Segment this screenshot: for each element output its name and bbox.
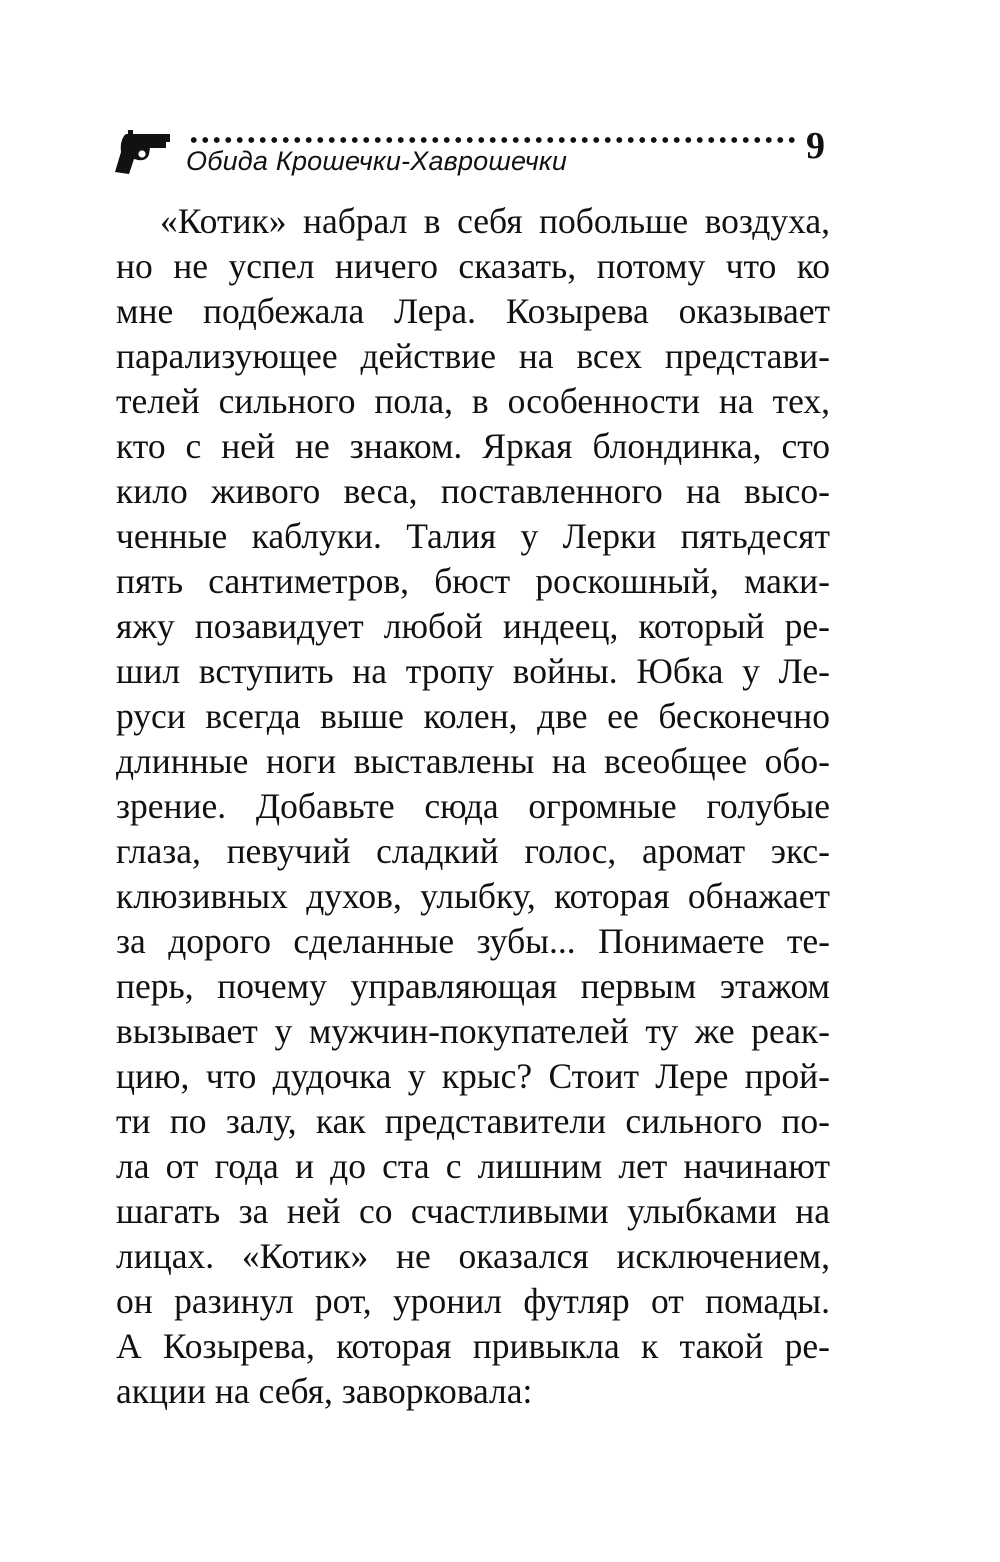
revolver-icon xyxy=(112,128,174,178)
text-line: перь, почему управляющая первым этажом xyxy=(116,966,830,1006)
text-line: цию, что дудочка у крыс? Стоит Лере прой- xyxy=(116,1056,830,1096)
running-header xyxy=(112,120,832,190)
text-line: ти по залу, как представители сильного по- xyxy=(116,1101,830,1141)
running-title: Обида Крошечки-Хаврошечки xyxy=(186,146,568,176)
text-line: клюзивных духов, улыбку, которая обнажает xyxy=(116,876,830,916)
text-line: ла от года и до ста с лишним лет начинают xyxy=(116,1146,830,1186)
text-line: телей сильного пола, в особенности на тех, xyxy=(116,381,830,421)
page-number: 9 xyxy=(806,125,825,167)
text-line: зрение. Добавьте сюда огромные голубые xyxy=(116,786,830,826)
text-line: пять сантиметров, бюст роскошный, маки- xyxy=(116,561,830,601)
text-line: шагать за ней со счастливыми улыбками на xyxy=(116,1191,830,1231)
text-line: парализующее действие на всех представи- xyxy=(116,336,830,376)
text-line: мне подбежала Лера. Козырева оказывает xyxy=(116,291,830,331)
text-line: руси всегда выше колен, две ее бесконечно xyxy=(116,696,830,736)
text-line: он разинул рот, уронил футляр от помады. xyxy=(116,1281,830,1321)
text-line: ченные каблуки. Талия у Лерки пятьдесят xyxy=(116,516,830,556)
text-line: яжу позавидует любой индеец, который ре- xyxy=(116,606,830,646)
text-line: лицах. «Котик» не оказался исключением, xyxy=(116,1236,830,1276)
text-line: вызывает у мужчин-покупателей ту же реак- xyxy=(116,1011,830,1051)
text-line: кило живого веса, поставленного на высо- xyxy=(116,471,830,511)
text-line: за дорого сделанные зубы... Понимаете те- xyxy=(116,921,830,961)
text-line: акции на себя, заворковала: xyxy=(116,1371,533,1411)
text-line: но не успел ничего сказать, потому что ко xyxy=(116,246,830,286)
text-line: длинные ноги выставлены на всеобщее обо- xyxy=(116,741,830,781)
text-line: А Козырева, которая привыкла к такой ре- xyxy=(116,1326,830,1366)
text-line: кто с ней не знаком. Яркая блондинка, сто xyxy=(116,426,830,466)
text-line: глаза, певучий сладкий голос, аромат экс- xyxy=(116,831,830,871)
text-line: шил вступить на тропу войны. Юбка у Ле- xyxy=(116,651,830,691)
page-text xyxy=(116,199,830,1414)
text-line: «Котик» набрал в себя побольше воздуха, xyxy=(160,201,830,241)
